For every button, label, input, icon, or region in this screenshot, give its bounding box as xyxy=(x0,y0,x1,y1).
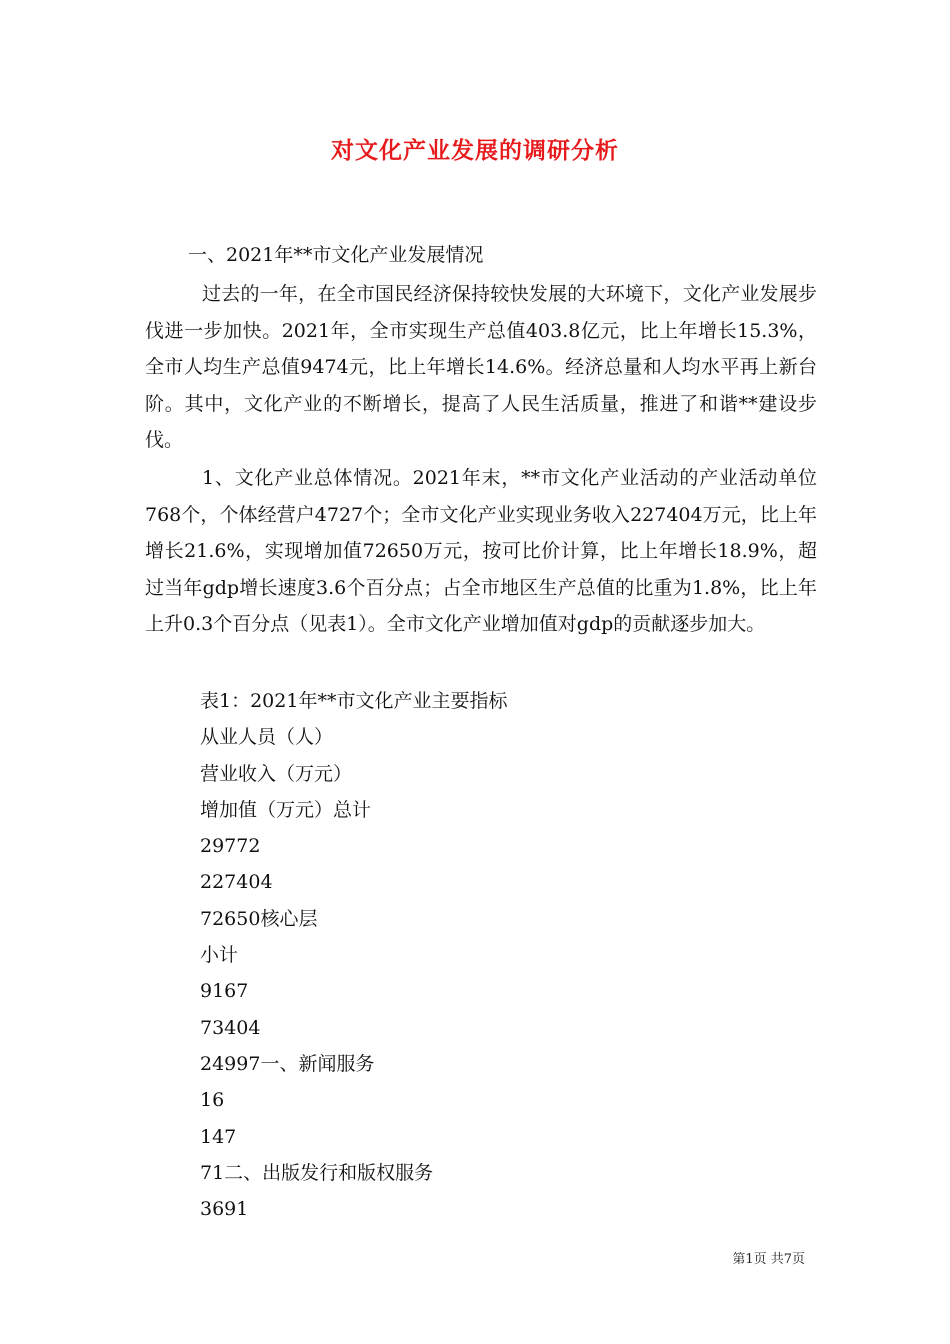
table-line: 147 xyxy=(200,1125,237,1148)
table-line: 73404 xyxy=(200,1016,261,1039)
table-line: 小计 xyxy=(200,944,239,967)
table-line: 营业收入（万元） xyxy=(200,762,353,785)
table-line: 16 xyxy=(200,1089,225,1112)
table-1-lines xyxy=(200,683,507,1227)
table-line: 增加值（万元）总计 xyxy=(200,798,372,821)
table-caption: 表1：2021年**市文化产业主要指标 xyxy=(200,690,508,712)
page-footer: 第1页 共7页 xyxy=(732,1252,805,1267)
section-heading: 一、2021年**市文化产业发展情况 xyxy=(188,244,484,266)
paragraph-overall-situation: 1、文化产业总体情况。2021年末，**市文化产业活动的产业活动单位768个，个体经营户4727个；全市文化产业实现业务收入227404万元，比上年增长21.6%，实现增加值72650万元，按可比价计算，比上年增长18.9%，超过当年gdp增长速度3.6个百分点；占全市地区生产总值的比重为1.8%，比上年上升0.3个百分点（见表1）。全市文化产业增加值对gdp的贡献逐步加大。 xyxy=(145,467,817,635)
table-line: 72650核心层 xyxy=(200,907,318,930)
document-title: 对文化产业发展的调研分析 xyxy=(331,137,619,164)
table-line: 29772 xyxy=(200,835,261,858)
table-line: 24997一、新闻服务 xyxy=(200,1052,375,1075)
paragraph-overview: 过去的一年，在全市国民经济保持较快发展的大环境下，文化产业发展步伐进一步加快。2021年，全市实现生产总值403.8亿元，比上年增长15.3%，全市人均生产总值9474元，比上年增长14.6%。经济总量和人均水平再上新台阶。其中，文化产业的不断增长，提高了人民生活质量，推进了和谐**建设步伐。 xyxy=(145,283,817,451)
table-line: 9167 xyxy=(200,980,249,1003)
table-line: 从业人员（人） xyxy=(200,726,334,749)
table-line: 71二、出版发行和版权服务 xyxy=(200,1161,434,1184)
table-line: 227404 xyxy=(200,871,273,894)
table-line: 3691 xyxy=(200,1198,249,1221)
